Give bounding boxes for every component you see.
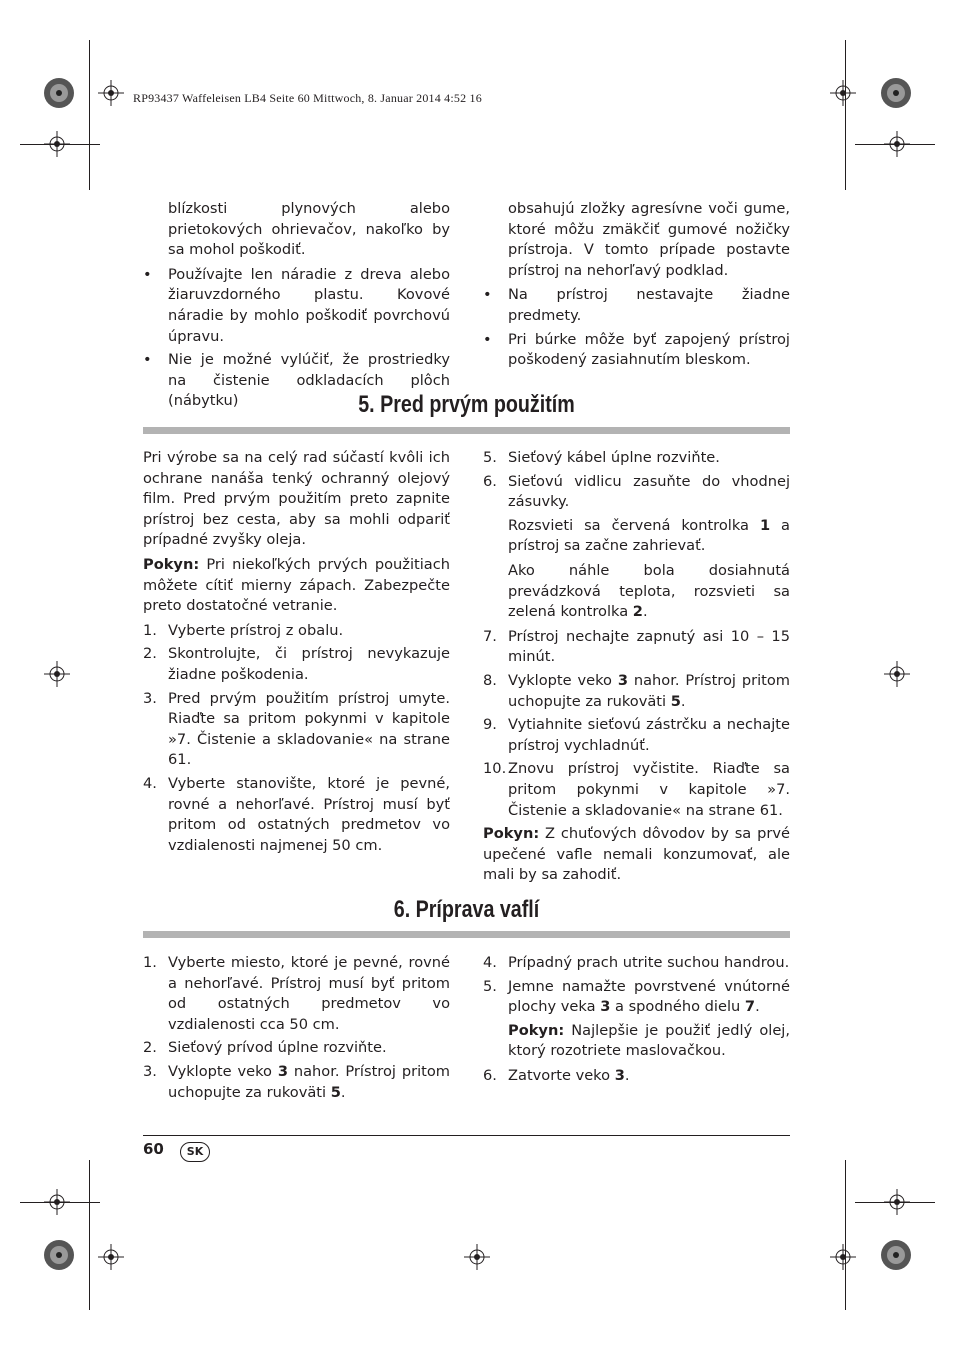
list-item: 6. Zatvorte veko 3. [483,1066,630,1084]
registration-rosette-icon [879,1238,913,1272]
crosshair-target-icon [884,1189,910,1215]
print-header-line: RP93437 Waffeleisen LB4 Seite 60 Mittwoch, 8. Januar 2014 4:52 16 [133,91,482,105]
crosshair-target-icon [98,80,124,106]
bullet-item: • Na prístroj nestavajte žiadne predmety. [483,286,790,324]
crosshair-target-icon [44,1189,70,1215]
crosshair-target-icon [98,1244,124,1270]
list-item: 4. Prípadný prach utrite suchou handrou. [483,954,790,971]
list-item: 9. Vytiahnite sieťovú zástrčku a nechajte prístroj vychladnúť. [483,716,790,754]
list-item: 7. Prístroj nechajte zapnutý asi 10 – 15 minút. [483,627,790,666]
top-left-column [143,199,450,415]
language-badge: SK [180,1142,210,1162]
section-5-rule [143,427,790,434]
section-6-right-column [483,953,790,1090]
note-paragraph: Pokyn: Najlepšie je použiť jedlý olej, ktorý rozotriete maslovačkou. [508,1021,790,1060]
list-item: 8. Vyklopte veko 3 nahor. Prístroj pritom uchopujte za rukoväti 5. [483,671,790,710]
note-paragraph: Pokyn: Pri niekoľkých prvých použitiach môžete cítiť mierny zápach. Zabezpečte preto dostatočné vetranie. [143,555,450,615]
sub-paragraph: Ako náhle bola dosiahnutá prevádzková teplota, rozsvieti sa zelená kontrolka 2. [508,561,790,621]
crosshair-target-icon [44,131,70,157]
crosshair-target-icon [44,661,70,687]
crop-line [89,1160,90,1310]
crosshair-target-icon [884,131,910,157]
list-item: 1. Vyberte prístroj z obalu. [143,621,344,639]
list-item: 2. Sieťový prívod úplne rozviňte. [143,1039,387,1057]
bullet-item: • Pri búrke môže byť zapojený prístroj poškodený zasiahnutím bleskom. [483,330,790,369]
page-number: 60 [143,1140,164,1158]
note-paragraph: Pokyn: Z chuťových dôvodov by sa prvé upečené vafle nemali konzumovať, ale mali by sa zahodiť. [483,825,790,884]
section-6-left-column [143,953,450,1106]
registration-rosette-icon [42,1238,76,1272]
list-item: 4. Vyberte stanovište, ktoré je pevné, rovné a nehorľavé. Prístroj musí byť pritom od ostatných predmetov vo vzdialenosti najmenej 50 cm. [143,774,450,854]
list-item: 1. Vyberte miesto, ktoré je pevné, rovné a nehorľavé. Prístroj musí byť pritom od ostatných predmetov vo vzdialenosti cca 50 cm. [143,954,450,1033]
list-item: 5. Jemne namažte povrstvené vnútorné plochy veka 3 a spodného dielu 7. [483,977,790,1016]
bullet-item: • Používajte len náradie z dreva alebo žiaruvzdorného plastu. Kovové náradie by mohlo poškodiť povrchovú úpravu. [143,265,450,345]
bullet-marker: • [483,330,492,348]
crop-line [89,40,90,190]
list-item: 5. Sieťový kábel úplne rozviňte. [483,449,720,466]
crosshair-target-icon [464,1244,490,1270]
section-6-rule [143,931,790,938]
list-item: 10. Znovu prístroj vyčistite. Riaďte sa pritom pokynmi v kapitole »7. Čistenie a skladovanie« na strane 61. [483,760,790,819]
list-item: 3. Vyklopte veko 3 nahor. Prístroj pritom uchopujte za rukoväti 5. [143,1062,450,1101]
footer-rule [143,1135,790,1136]
list-item: 3. Pred prvým použitím prístroj umyte. Riaďte sa pritom pokynmi v kapitole »7. Čistenie a skladovanie« na strane 61. [143,689,450,769]
bullet-marker: • [143,265,152,283]
list-item: 2. Skontrolujte, či prístroj nevykazuje žiadne poškodenia. [143,645,450,683]
section-5-right-column [483,448,790,890]
crosshair-target-icon [884,661,910,687]
section-6-title: 6. Príprava vaflí [393,896,540,923]
registration-rosette-icon [879,76,913,110]
bullet-marker: • [143,351,152,369]
crosshair-target-icon [830,80,856,106]
list-item: 6. Sieťovú vidlicu zasuňte do vhodnej zásuvky. [483,472,790,511]
crop-line [845,1160,846,1310]
continued-paragraph: obsahujú zložky agresívne voči gume, ktoré môžu zmäkčiť gumové nožičky prístroja. V tomto prípade postavte prístroj na nehorľavý podklad. [508,200,790,279]
section-5-left-column [143,448,450,859]
registration-rosette-icon [42,76,76,110]
bullet-marker: • [483,286,492,304]
crosshair-target-icon [830,1244,856,1270]
intro-paragraph: Pri výrobe sa na celý rad súčastí kvôli ich ochrane nanáša tenký ochranný olejový film. Pred prvým použitím preto zapnite prístroj bez cesta, aby sa mohli odpariť prípadné zvyšky oleja. [143,449,450,549]
continued-paragraph: blízkosti plynových alebo prietokových ohrievačov, nakoľko by sa mohol poškodiť. [168,200,450,259]
section-5-title: 5. Pred prvým použitím [358,391,575,418]
top-right-column [483,199,790,374]
sub-paragraph: Rozsvieti sa červená kontrolka 1 a prístroj sa začne zahrievať. [508,516,790,555]
bullet-item: • Nie je možné vylúčiť, že prostriedky na čistenie odkladacích plôch (nábytku) [143,351,450,410]
crop-line [845,40,846,190]
